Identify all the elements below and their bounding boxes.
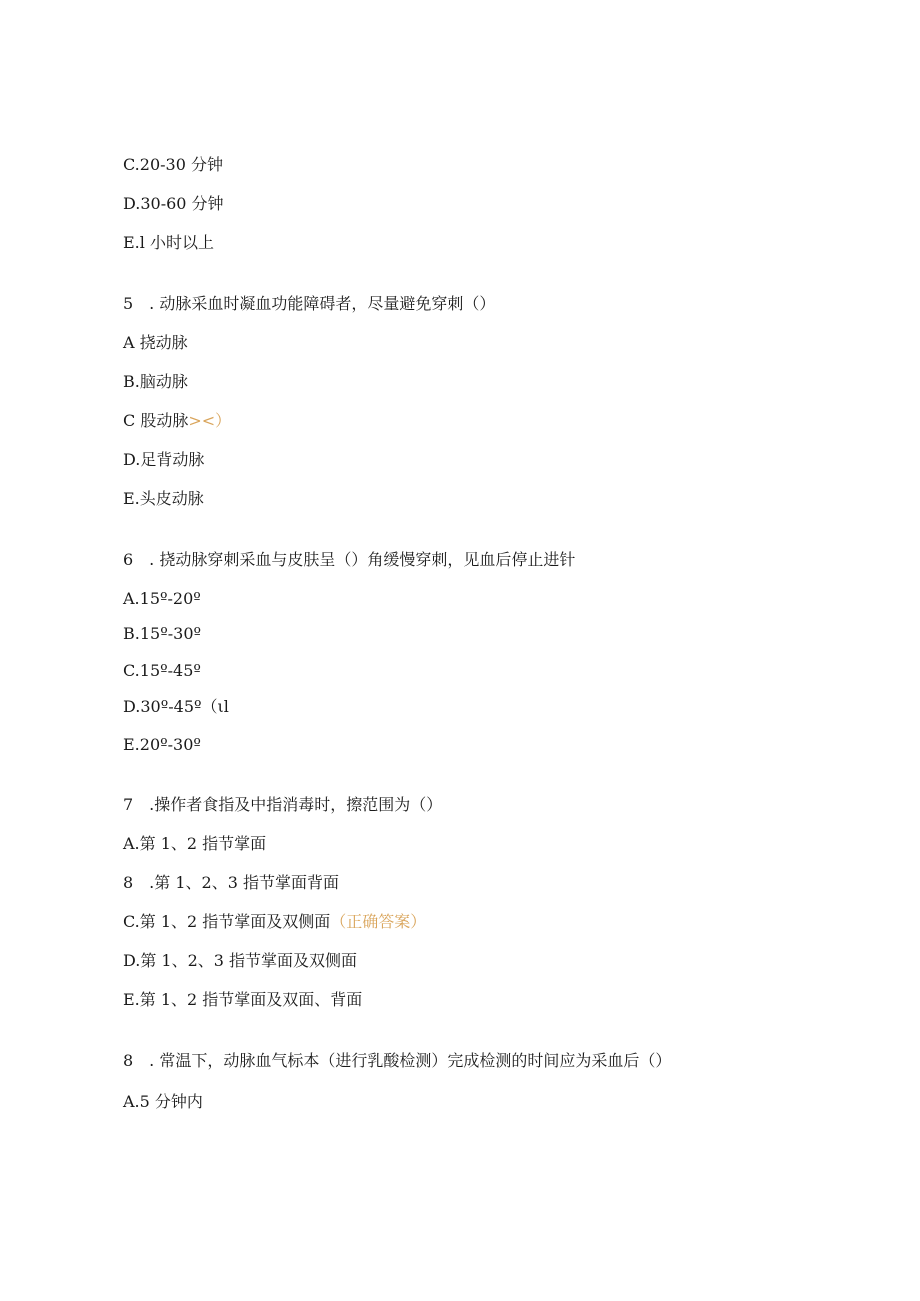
question-7 [123,795,442,815]
option-b-q6 [123,624,201,644]
question-5 [123,294,495,314]
line-text: E.20º-30º [123,735,201,754]
option-e-q4 [123,233,214,253]
option-c-q7 [123,912,426,932]
option-b-q5 [123,372,188,392]
correct-answer-label: （正确答案） [330,912,427,931]
line-text: D.足背动脉 [123,450,205,469]
line-text: A 挠动脉 [123,333,188,352]
option-a-q5 [123,333,188,353]
question-text: 5 . 动脉采血时凝血功能障碍者，尽量避免穿刺（） [123,294,496,313]
option-a-q7 [123,834,266,854]
line-text: E.头皮动脉 [123,489,204,508]
line-text: D.30º-45º（ιl [123,697,229,716]
option-a-q8 [123,1092,203,1112]
option-e-q7 [123,990,362,1010]
option-d-q7 [123,951,357,971]
line-text: C 股动脉 [123,411,189,430]
option-d-q5 [123,450,204,470]
option-c-q4 [123,155,223,175]
option-e-q5 [123,489,204,509]
option-e-q6 [123,735,201,755]
line-text: A.5 分钟内 [123,1092,203,1111]
line-text: E.第 1、2 指节掌面及双面、背面 [123,990,363,1009]
line-text: D.30-60 分钟 [123,194,224,213]
line-text: D.第 1、2、3 指节掌面及双侧面 [123,951,358,970]
line-text: C.20-30 分钟 [123,155,223,174]
question-text: 7 .操作者食指及中指消毒时，擦范围为（） [123,795,443,814]
line-text: C.第 1、2 指节掌面及双侧面 [123,912,331,931]
line-text: E.l 小时以上 [123,233,214,252]
option-c-q5 [123,411,231,431]
question-text: 8 . 常温下，动脉血气标本（进行乳酸检测）完成检测的时间应为采血后（） [123,1051,672,1070]
line-text: 8 .第 1、2、3 指节掌面背面 [123,873,339,892]
option-d-q6 [123,697,229,717]
option-a-q6 [123,589,201,609]
question-6 [123,550,575,570]
option-d-q4 [123,194,224,214]
line-text: A.15º-20º [123,589,201,608]
option-b-q7 [123,873,339,893]
question-8 [123,1051,671,1071]
option-c-q6 [123,661,201,681]
line-text: C.15º-45º [123,661,201,680]
line-text: A.第 1、2 指节掌面 [123,834,267,853]
question-text: 6 . 挠动脉穿刺采血与皮肤呈（）角缓慢穿刺，见血后停止进针 [123,550,576,569]
line-text: B.脑动脉 [123,372,188,391]
answer-mark: ><） [188,411,232,430]
line-text: B.15º-30º [123,624,202,643]
